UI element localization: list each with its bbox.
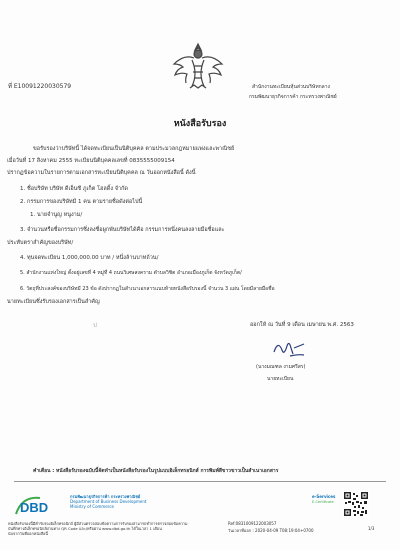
verification-note-2: บันทึกทางอิเล็กทรอนิกส์ผ่านทาง QR Code และ/หรือผ่าน www.dbd.go.th ได้ในเวลา 1 เดือน [8, 526, 162, 531]
dbd-logo-icon [14, 494, 66, 518]
issuing-office: สำนักงานทะเบียนหุ้นส่วนบริษัทกลาง [252, 84, 330, 90]
director-name: 1. นายจำนูญ หนูงาม/ [30, 212, 83, 218]
objectives-cont: นายทะเบียนซึ่งรับรองเอกสารเป็นสำคัญ [7, 299, 100, 305]
document-title: หนังสือรับรอง [173, 119, 227, 129]
issue-date: ออกให้ ณ วันที่ 9 เดือน เมษายน พ.ศ. 2563 [250, 322, 354, 328]
intro-line-2: เมื่อวันที่ 17 สิงหาคม 2555 ทะเบียนนิติบุคคลเลขที่ 0835555009154 [7, 158, 175, 164]
head-office-line: 5. สำนักงานแห่งใหญ่ ตั้งอยู่เลขที่ 4 หมู่ที่ 4 ถนนวิเศษสงคราม ตำบลวิชิต อำเภอเมืองภูเก็ต จังหวัดภูเก็ต/ [20, 270, 242, 276]
footer-warning: คำเตือน : หนังสือรับรองฉบับนี้จัดทำเป็นหนังสือรับรองในรูปแบบอิเล็กทรอนิกส์ การพิมพ์สีขาวขาวเป็นสำเนาเอกสาร [33, 468, 279, 474]
dbd-text-block [70, 494, 146, 509]
e-service-badge: e-Services E-Certificate [312, 494, 336, 504]
intro-line-1: ขอรับรองว่าบริษัทนี้ ได้จดทะเบียนเป็นนิติบุคคล ตามประมวลกฎหมายแพ่งและพาณิชย์ [33, 146, 235, 152]
objectives-line: 6. วัตถุที่ประสงค์ของบริษัทมี 23 ข้อ ดังปรากฏในสำเนาเอกสารแนบท้ายหนังสือรับรองนี้ จำนวน 3 แผ่น โดยมีลายมือชื่อ [20, 286, 275, 292]
watermark-mark: ป [93, 322, 97, 329]
reference-number: Ref:0831009122003057 [228, 521, 277, 526]
directors-line: 2. กรรมการของบริษัทมี 1 คน ตามรายชื่อดังต่อไปนี้ [20, 199, 143, 205]
verification-note-1: หนังสือรับรองนี้มีคำรับรองอิเล็กทรอนิกส์ ผู้มีส่วนตรวจสอบข้อความการรับรองสามารถทำการตรวจสอบข้อความ [8, 521, 188, 526]
registrar-title: นายทะเบียน [267, 376, 294, 382]
svg-text:DBD: DBD [20, 500, 49, 515]
footer-divider [14, 481, 386, 482]
signature-icon [270, 338, 310, 360]
dbd-name-thai: กรมพัฒนาธุรกิจการค้า กระทรวงพาณิชย์ [70, 494, 141, 499]
issuing-department: กรมพัฒนาธุรกิจการค้า กระทรวงพาณิชย์ [249, 94, 337, 100]
intro-line-3: ปรากฏข้อความในรายการตามเอกสารทะเบียนนิติบุคคล ณ วันออกหนังสือนี้ ดังนี้ [7, 170, 196, 176]
garuda-emblem-icon [172, 40, 224, 92]
verification-note [8, 521, 188, 536]
verification-note-3: นับจากวันที่ออกหนังสือนี้ [8, 531, 48, 536]
qr-code-icon[interactable] [343, 491, 369, 517]
signing-authority-line: 3. จำนวนหรือชื่อกรรมการซึ่งลงชื่อผูกพันบริษัทได้คือ กรรมการหนึ่งคนลงลายมือชื่อและ [20, 227, 225, 233]
registrar-name: (นางมณฑล งามศรีสร) [256, 364, 306, 370]
dbd-name-english: Department of Business Development [70, 499, 147, 504]
signing-authority-cont: ประทับตราสำคัญของบริษัท/ [7, 240, 74, 246]
page-number: 1/3 [368, 526, 375, 531]
company-name-line: 1. ชื่อบริษัท บริษัท ดีเอ็นซี ภูเก็ต โฮลดิ้ง จำกัด [20, 186, 128, 192]
registered-capital-line: 4. ทุนจดทะเบียน 1,000,000.00 บาท / หนึ่งล้านบาทถ้วน/ [20, 255, 159, 261]
issue-timestamp: วันเวลาที่ออก : 2020-04-09 T08:19:04+0700 [228, 528, 314, 533]
document-number: ที่ E10091220030579 [8, 83, 72, 90]
dbd-ministry: Ministry of Commerce [70, 504, 114, 509]
